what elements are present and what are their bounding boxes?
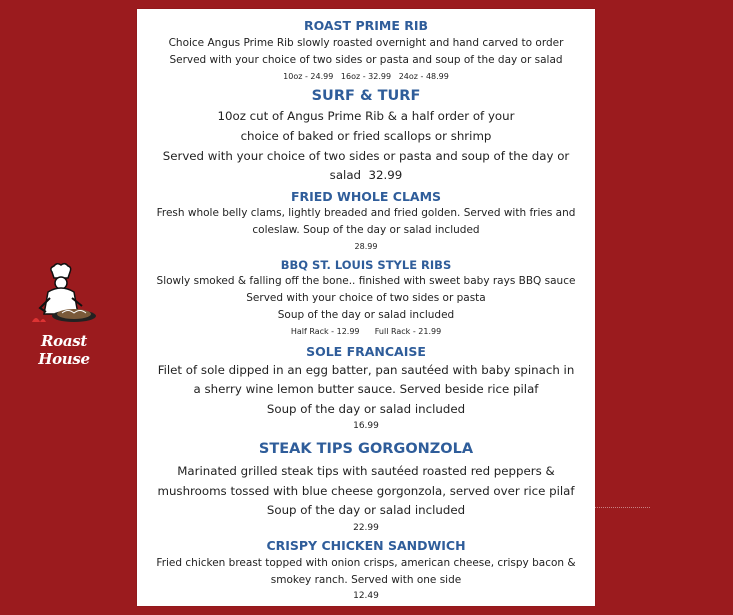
item-desc: Fried chicken breast topped with onion crisps, american cheese, crispy bacon &	[156, 557, 576, 569]
item-desc: Slowly smoked & falling off the bone.. finished with sweet baby rays BBQ sauce	[156, 275, 576, 287]
menupix-watermark: menupix	[500, 518, 596, 542]
item-title-surf-turf: SURF & TURF	[311, 88, 421, 104]
item-desc: Soup of the day or salad included	[277, 309, 455, 321]
item-desc: mushrooms tossed with blue cheese gorgonzola, served over rice pilaf	[157, 484, 575, 498]
item-desc: coleslaw. Soup of the day or salad included	[252, 224, 480, 236]
item-desc: choice of baked or fried scallops or shrimp	[240, 129, 492, 143]
item-price: 28.99	[354, 242, 378, 251]
item-desc: Choice Angus Prime Rib slowly roasted overnight and hand carved to order	[168, 37, 564, 49]
item-desc: a sherry wine lemon butter sauce. Served beside rice pilaf	[193, 382, 539, 396]
item-title-bbq-ribs: BBQ ST. LOUIS STYLE RIBS	[280, 258, 452, 272]
item-desc: Marinated grilled steak tips with sautéed roasted red peppers &	[177, 464, 555, 478]
item-desc: salad 32.99	[329, 168, 403, 182]
item-price: 12.49	[353, 591, 379, 601]
logo-text: Roast House	[38, 332, 90, 368]
item-title-roast-prime-rib: ROAST PRIME RIB	[303, 18, 429, 33]
item-desc: 10oz cut of Angus Prime Rib & a half order of your	[217, 109, 515, 123]
item-price: 16.99	[353, 421, 379, 431]
roast-house-logo	[14, 262, 114, 368]
item-desc: Soup of the day or salad included	[266, 402, 466, 416]
item-title-chicken-sandwich: CRISPY CHICKEN SANDWICH	[266, 538, 466, 553]
item-title-steak-tips: STEAK TIPS GORGONZOLA	[258, 441, 474, 457]
item-desc: Served with your choice of two sides or pasta and soup of the day or	[162, 149, 570, 163]
menu-page	[137, 9, 595, 606]
item-price: 22.99	[353, 523, 379, 533]
chef-icon	[24, 262, 104, 334]
item-desc: Served with your choice of two sides or pasta and soup of the day or salad	[169, 54, 563, 66]
item-desc: Served with your choice of two sides or pasta	[246, 292, 486, 304]
item-desc: smokey ranch. Served with one side	[270, 574, 462, 586]
item-title-sole-francaise: SOLE FRANCAISE	[306, 344, 426, 359]
item-desc: Soup of the day or salad included	[266, 503, 466, 517]
item-desc: Fresh whole belly clams, lightly breaded and fried golden. Served with fries and	[156, 207, 576, 219]
item-desc: Filet of sole dipped in an egg batter, pan sautéed with baby spinach in	[157, 363, 575, 377]
item-title-fried-clams: FRIED WHOLE CLAMS	[290, 189, 442, 204]
item-price: Half Rack - 12.99 Full Rack - 21.99	[290, 327, 442, 336]
watermark-divider	[500, 507, 650, 508]
item-price: 10oz - 24.99 16oz - 32.99 24oz - 48.99	[283, 72, 449, 81]
